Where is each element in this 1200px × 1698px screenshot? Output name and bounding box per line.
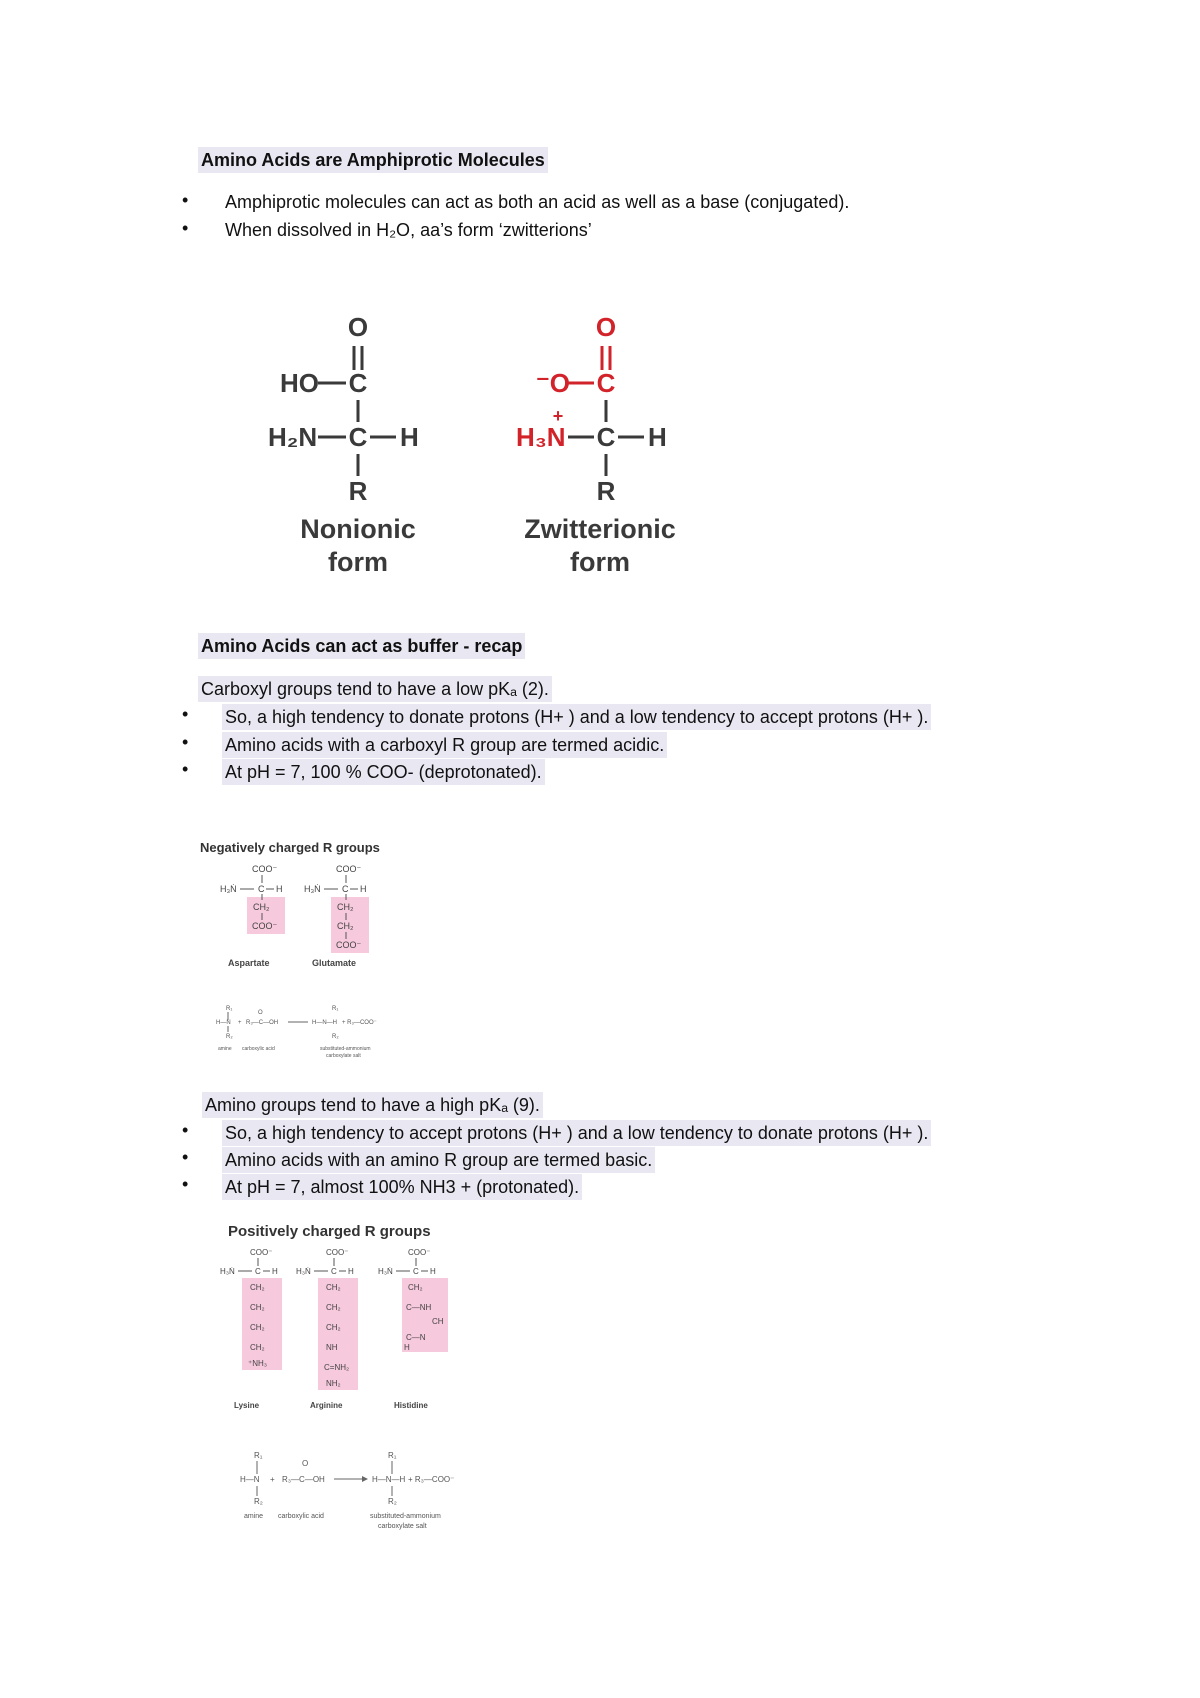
svg-text:H₃Ṅ: H₃Ṅ (304, 884, 321, 894)
svg-text:COO⁻: COO⁻ (408, 1248, 431, 1257)
bullet-text: At pH = 7, 100 % COO- (deprotonated). (222, 759, 545, 785)
svg-text:H: H (348, 1267, 354, 1276)
nonionic-label-form: form (328, 547, 388, 577)
bullet-dot: • (182, 704, 189, 724)
lysine-label: Lysine (234, 1401, 260, 1410)
nonionic-label: Nonionic (300, 514, 416, 544)
svg-text:H: H (360, 884, 367, 894)
nonionic-c1: C (348, 368, 368, 398)
zwitter-h3n: H₃N (516, 422, 566, 452)
svg-text:H₃Ṅ: H₃Ṅ (378, 1267, 393, 1276)
svg-text:carboxylic acid: carboxylic acid (242, 1046, 275, 1052)
bullet-dot: • (182, 759, 189, 779)
svg-text:H₃Ṅ: H₃Ṅ (296, 1267, 311, 1276)
svg-text:C: C (255, 1267, 261, 1276)
svg-text:H₃Ṅ: H₃Ṅ (220, 1267, 235, 1276)
reaction-scheme-small (208, 1002, 408, 1072)
svg-text:H—N: H—N (216, 1020, 231, 1026)
zwitter-plus: + (552, 406, 564, 426)
svg-text:COO⁻: COO⁻ (252, 921, 278, 931)
svg-text:H—N: H—N (240, 1475, 260, 1484)
svg-text:amine: amine (244, 1513, 264, 1520)
svg-text:COO⁻: COO⁻ (252, 864, 278, 874)
bullet-dot: • (182, 1147, 189, 1167)
svg-text:CH₂: CH₂ (326, 1323, 341, 1332)
nonionic-h: H (400, 422, 419, 452)
heading-buffer: Amino Acids can act as buffer - recap (198, 633, 525, 659)
nonionic-o: O (347, 312, 369, 342)
svg-text:R₁: R₁ (332, 1006, 339, 1012)
bullet-text: At pH = 7, almost 100% NH3 + (protonated). (222, 1174, 582, 1200)
glutamate-label: Glutamate (312, 958, 357, 968)
svg-text:COO⁻: COO⁻ (326, 1248, 349, 1257)
zwitter-c1: C (596, 368, 616, 398)
svg-text:COO⁻: COO⁻ (250, 1248, 273, 1257)
svg-text:R₃—C—OH: R₃—C—OH (246, 1020, 279, 1026)
svg-text:H₃Ṅ: H₃Ṅ (220, 884, 237, 894)
svg-text:amine: amine (218, 1046, 232, 1052)
bullet-text: When dissolved in H₂O, aa’s form ‘zwitterions’ (225, 220, 592, 240)
svg-text:NH: NH (326, 1343, 338, 1352)
svg-text:CH₂: CH₂ (337, 921, 354, 931)
amino-acid-forms-figure (260, 310, 690, 580)
svg-text:carboxylic acid: carboxylic acid (278, 1513, 324, 1520)
svg-text:O: O (258, 1010, 263, 1016)
neg-title: Negatively charged R groups (200, 840, 380, 855)
svg-text:R₃—C—OH: R₃—C—OH (282, 1475, 325, 1484)
svg-text:+: + (270, 1475, 275, 1484)
bullet-text: So, a high tendency to accept protons (H+ ) and a low tendency to donate protons (H+ ). (222, 1120, 931, 1146)
zwitter-label-form: form (570, 547, 630, 577)
svg-text:H—N—H: H—N—H (372, 1475, 406, 1484)
svg-text:O: O (302, 1459, 309, 1468)
bullet-dot: • (182, 732, 189, 752)
svg-text:CH₂: CH₂ (250, 1303, 265, 1312)
svg-text:R₂: R₂ (332, 1034, 339, 1040)
zwitter-c2: C (596, 422, 616, 452)
zwitter-h: H (648, 422, 667, 452)
svg-text:C—N: C—N (406, 1333, 426, 1342)
nonionic-ho: HO (280, 368, 319, 398)
svg-text:H: H (276, 884, 283, 894)
svg-text:⁺NH₃: ⁺NH₃ (248, 1359, 268, 1368)
svg-text:carboxylate salt: carboxylate salt (378, 1523, 427, 1530)
nonionic-c2: C (348, 422, 368, 452)
svg-text:+: + (238, 1020, 242, 1026)
svg-text:C: C (342, 884, 349, 894)
svg-text:CH₂: CH₂ (250, 1343, 265, 1352)
bullet-dot: • (182, 218, 189, 238)
svg-text:+ R₃—COO⁻: + R₃—COO⁻ (408, 1475, 455, 1484)
zwitter-r: R (596, 476, 616, 506)
svg-text:NH₂: NH₂ (326, 1379, 341, 1388)
nonionic-r: R (348, 476, 368, 506)
svg-text:CH₂: CH₂ (250, 1283, 265, 1292)
svg-text:COO⁻: COO⁻ (336, 864, 362, 874)
svg-text:R₂: R₂ (254, 1497, 263, 1506)
bullet-dot: • (182, 1120, 189, 1140)
negative-r-groups-figure (200, 838, 430, 978)
zwitter-ominus: ⁻O (536, 368, 570, 398)
carboxyl-intro: Carboxyl groups tend to have a low pKₐ (2). (198, 676, 552, 702)
svg-text:C: C (413, 1267, 419, 1276)
svg-text:CH₂: CH₂ (253, 902, 270, 912)
svg-text:H: H (430, 1267, 436, 1276)
zwitter-o: O (595, 312, 617, 342)
svg-text:CH₂: CH₂ (408, 1283, 423, 1292)
heading-amphiprotic: Amino Acids are Amphiprotic Molecules (198, 147, 548, 173)
bullet-text: So, a high tendency to donate protons (H+ ) and a low tendency to accept protons (H+ ). (222, 704, 931, 730)
svg-text:R₁: R₁ (254, 1451, 263, 1460)
bullet-text: Amino acids with a carboxyl R group are termed acidic. (222, 732, 667, 758)
svg-text:C: C (258, 884, 265, 894)
svg-text:substituted-ammonium: substituted-ammonium (370, 1513, 441, 1520)
bullet-text: Amino acids with an amino R group are termed basic. (222, 1147, 655, 1173)
svg-text:R₁: R₁ (388, 1451, 397, 1460)
svg-text:substituted-ammonium: substituted-ammonium (320, 1046, 371, 1052)
svg-text:CH₂: CH₂ (250, 1323, 265, 1332)
svg-text:H: H (404, 1343, 410, 1352)
pos-title: Positively charged R groups (228, 1223, 431, 1240)
svg-text:CH₂: CH₂ (326, 1283, 341, 1292)
svg-text:H: H (272, 1267, 278, 1276)
svg-text:R₂: R₂ (388, 1497, 397, 1506)
aspartate-label: Aspartate (228, 958, 270, 968)
svg-text:CH₂: CH₂ (337, 902, 354, 912)
amino-intro: Amino groups tend to have a high pKₐ (9). (202, 1092, 543, 1118)
positive-r-groups-figure (218, 1220, 478, 1420)
reaction-scheme (222, 1448, 482, 1538)
svg-text:CH₂: CH₂ (326, 1303, 341, 1312)
svg-text:C=NH₂: C=NH₂ (324, 1363, 350, 1372)
svg-text:R₂: R₂ (226, 1034, 233, 1040)
nonionic-h2n: H₂N (268, 422, 318, 452)
svg-text:carboxylate salt: carboxylate salt (326, 1053, 361, 1059)
histidine-label: Histidine (394, 1401, 428, 1410)
svg-text:H—N—H: H—N—H (312, 1020, 337, 1026)
arginine-label: Arginine (310, 1401, 343, 1410)
svg-text:R₁: R₁ (226, 1006, 233, 1012)
zwitter-label: Zwitterionic (524, 514, 676, 544)
svg-text:CH: CH (432, 1317, 444, 1326)
svg-text:+ R₃—COO⁻: + R₃—COO⁻ (342, 1020, 377, 1026)
bullet-dot: • (182, 190, 189, 210)
svg-text:COO⁻: COO⁻ (336, 940, 362, 950)
svg-text:C—NH: C—NH (406, 1303, 432, 1312)
bullet-text: Amphiprotic molecules can act as both an acid as well as a base (conjugated). (225, 192, 850, 212)
svg-text:C: C (331, 1267, 337, 1276)
bullet-dot: • (182, 1174, 189, 1194)
